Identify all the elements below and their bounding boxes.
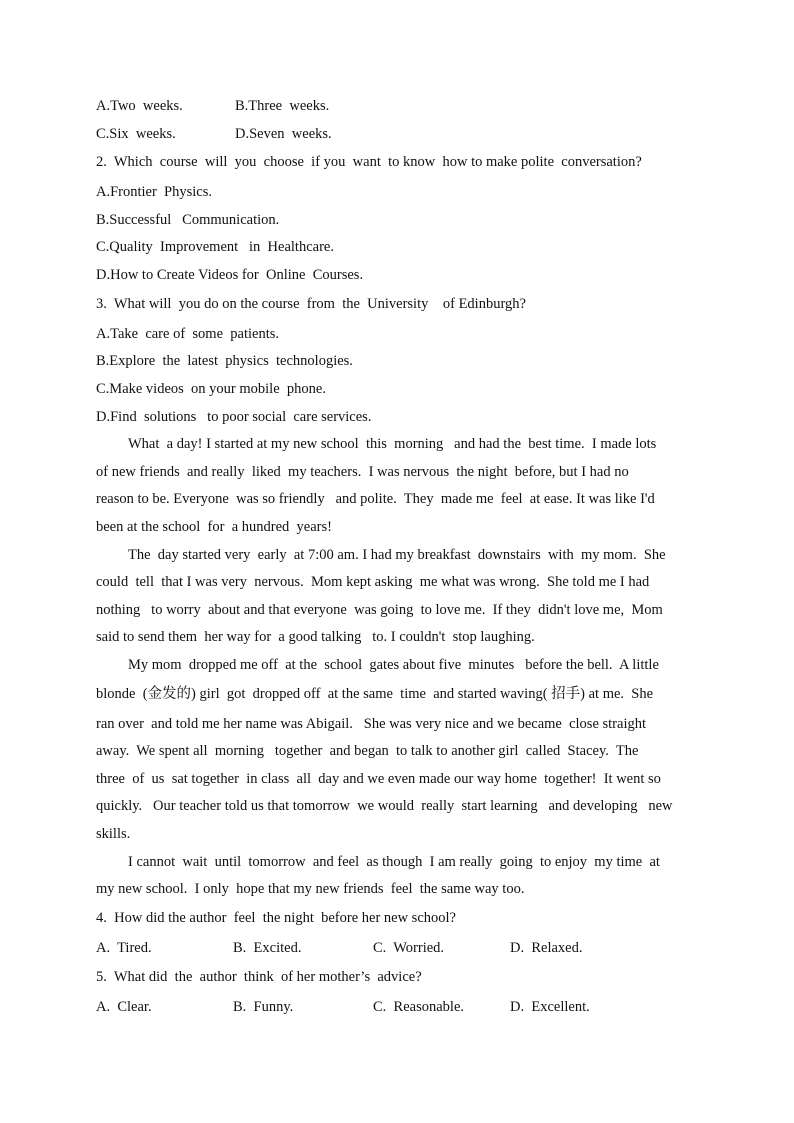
q5-question: 5. What did the author think of her mother’s advice? [96,969,422,985]
q3-option-c: C.Make videos on your mobile phone. [96,381,326,397]
passage-p3-line-5: three of us sat together in class all day and we even made our way home together! It went so [96,771,661,787]
q4-option-c: C. Worried. [373,940,445,956]
q2-option-a: A.Frontier Physics. [96,184,212,200]
q3-option-b: B.Explore the latest physics technologies. [96,353,353,369]
passage-p2-line-3: nothing to worry about and that everyone was going to love me. If they didn't love me, Mom [96,602,663,618]
q5-option-d: D. Excellent. [510,999,590,1015]
passage-p3-line-7: skills. [96,826,131,842]
passage-p3-line-4: away. We spent all morning together and began to talk to another girl called Stacey. The [96,743,639,759]
q4-option-a: A. Tired. [96,940,152,956]
passage-p1-line-1: What a day! I started at my new school this morning and had the best time. I made lots [128,436,657,452]
q1-option-a: A.Two weeks. [96,98,183,114]
passage-p4-line-2: my new school. I only hope that my new friends feel the same way too. [96,881,525,897]
passage-p3-line-6: quickly. Our teacher told us that tomorrow we would really start learning and developing new [96,798,673,814]
passage-p3-line-2: blonde (金发的) girl got dropped off at the same time and started waving( 招手) at me. She [96,686,654,702]
q2-option-d: D.How to Create Videos for Online Courses. [96,267,364,283]
passage-p1-line-4: been at the school for a hundred years! [96,519,332,535]
passage-p2-line-1: The day started very early at 7:00 am. I had my breakfast downstairs with my mom. She [128,547,666,563]
q2-option-c: C.Quality Improvement in Healthcare. [96,239,334,255]
q2-question: 2. Which course will you choose if you want to know how to make polite conversation? [96,154,642,170]
q4-option-d: D. Relaxed. [510,940,583,956]
q3-option-a: A.Take care of some patients. [96,326,279,342]
passage-p1-line-2: of new friends and really liked my teachers. I was nervous the night before, but I had no [96,464,629,480]
q3-option-d: D.Find solutions to poor social care services. [96,409,372,425]
q3-question: 3. What will you do on the course from the University of Edinburgh? [96,296,526,312]
q2-option-b: B.Successful Communication. [96,212,280,228]
passage-p3-line-3: ran over and told me her name was Abigail. She was very nice and we became close straight [96,716,647,732]
q5-option-b: B. Funny. [233,999,294,1015]
q1-option-c: C.Six weeks. [96,126,176,142]
q5-option-c: C. Reasonable. [373,999,465,1015]
q1-option-b: B.Three weeks. [235,98,330,114]
passage-p2-line-4: said to send them her way for a good talking to. I couldn't stop laughing. [96,629,535,645]
passage-p3-line-1: My mom dropped me off at the school gates about five minutes before the bell. A little [128,657,659,673]
passage-p1-line-3: reason to be. Everyone was so friendly and polite. They made me feel at ease. It was like I'd [96,491,655,507]
q4-option-b: B. Excited. [233,940,302,956]
q1-option-d: D.Seven weeks. [235,126,332,142]
q5-option-a: A. Clear. [96,999,152,1015]
q4-question: 4. How did the author feel the night before her new school? [96,910,456,926]
passage-p4-line-1: I cannot wait until tomorrow and feel as though I am really going to enjoy my time at [128,854,660,870]
passage-p2-line-2: could tell that I was very nervous. Mom kept asking me what was wrong. She told me I had [96,574,650,590]
